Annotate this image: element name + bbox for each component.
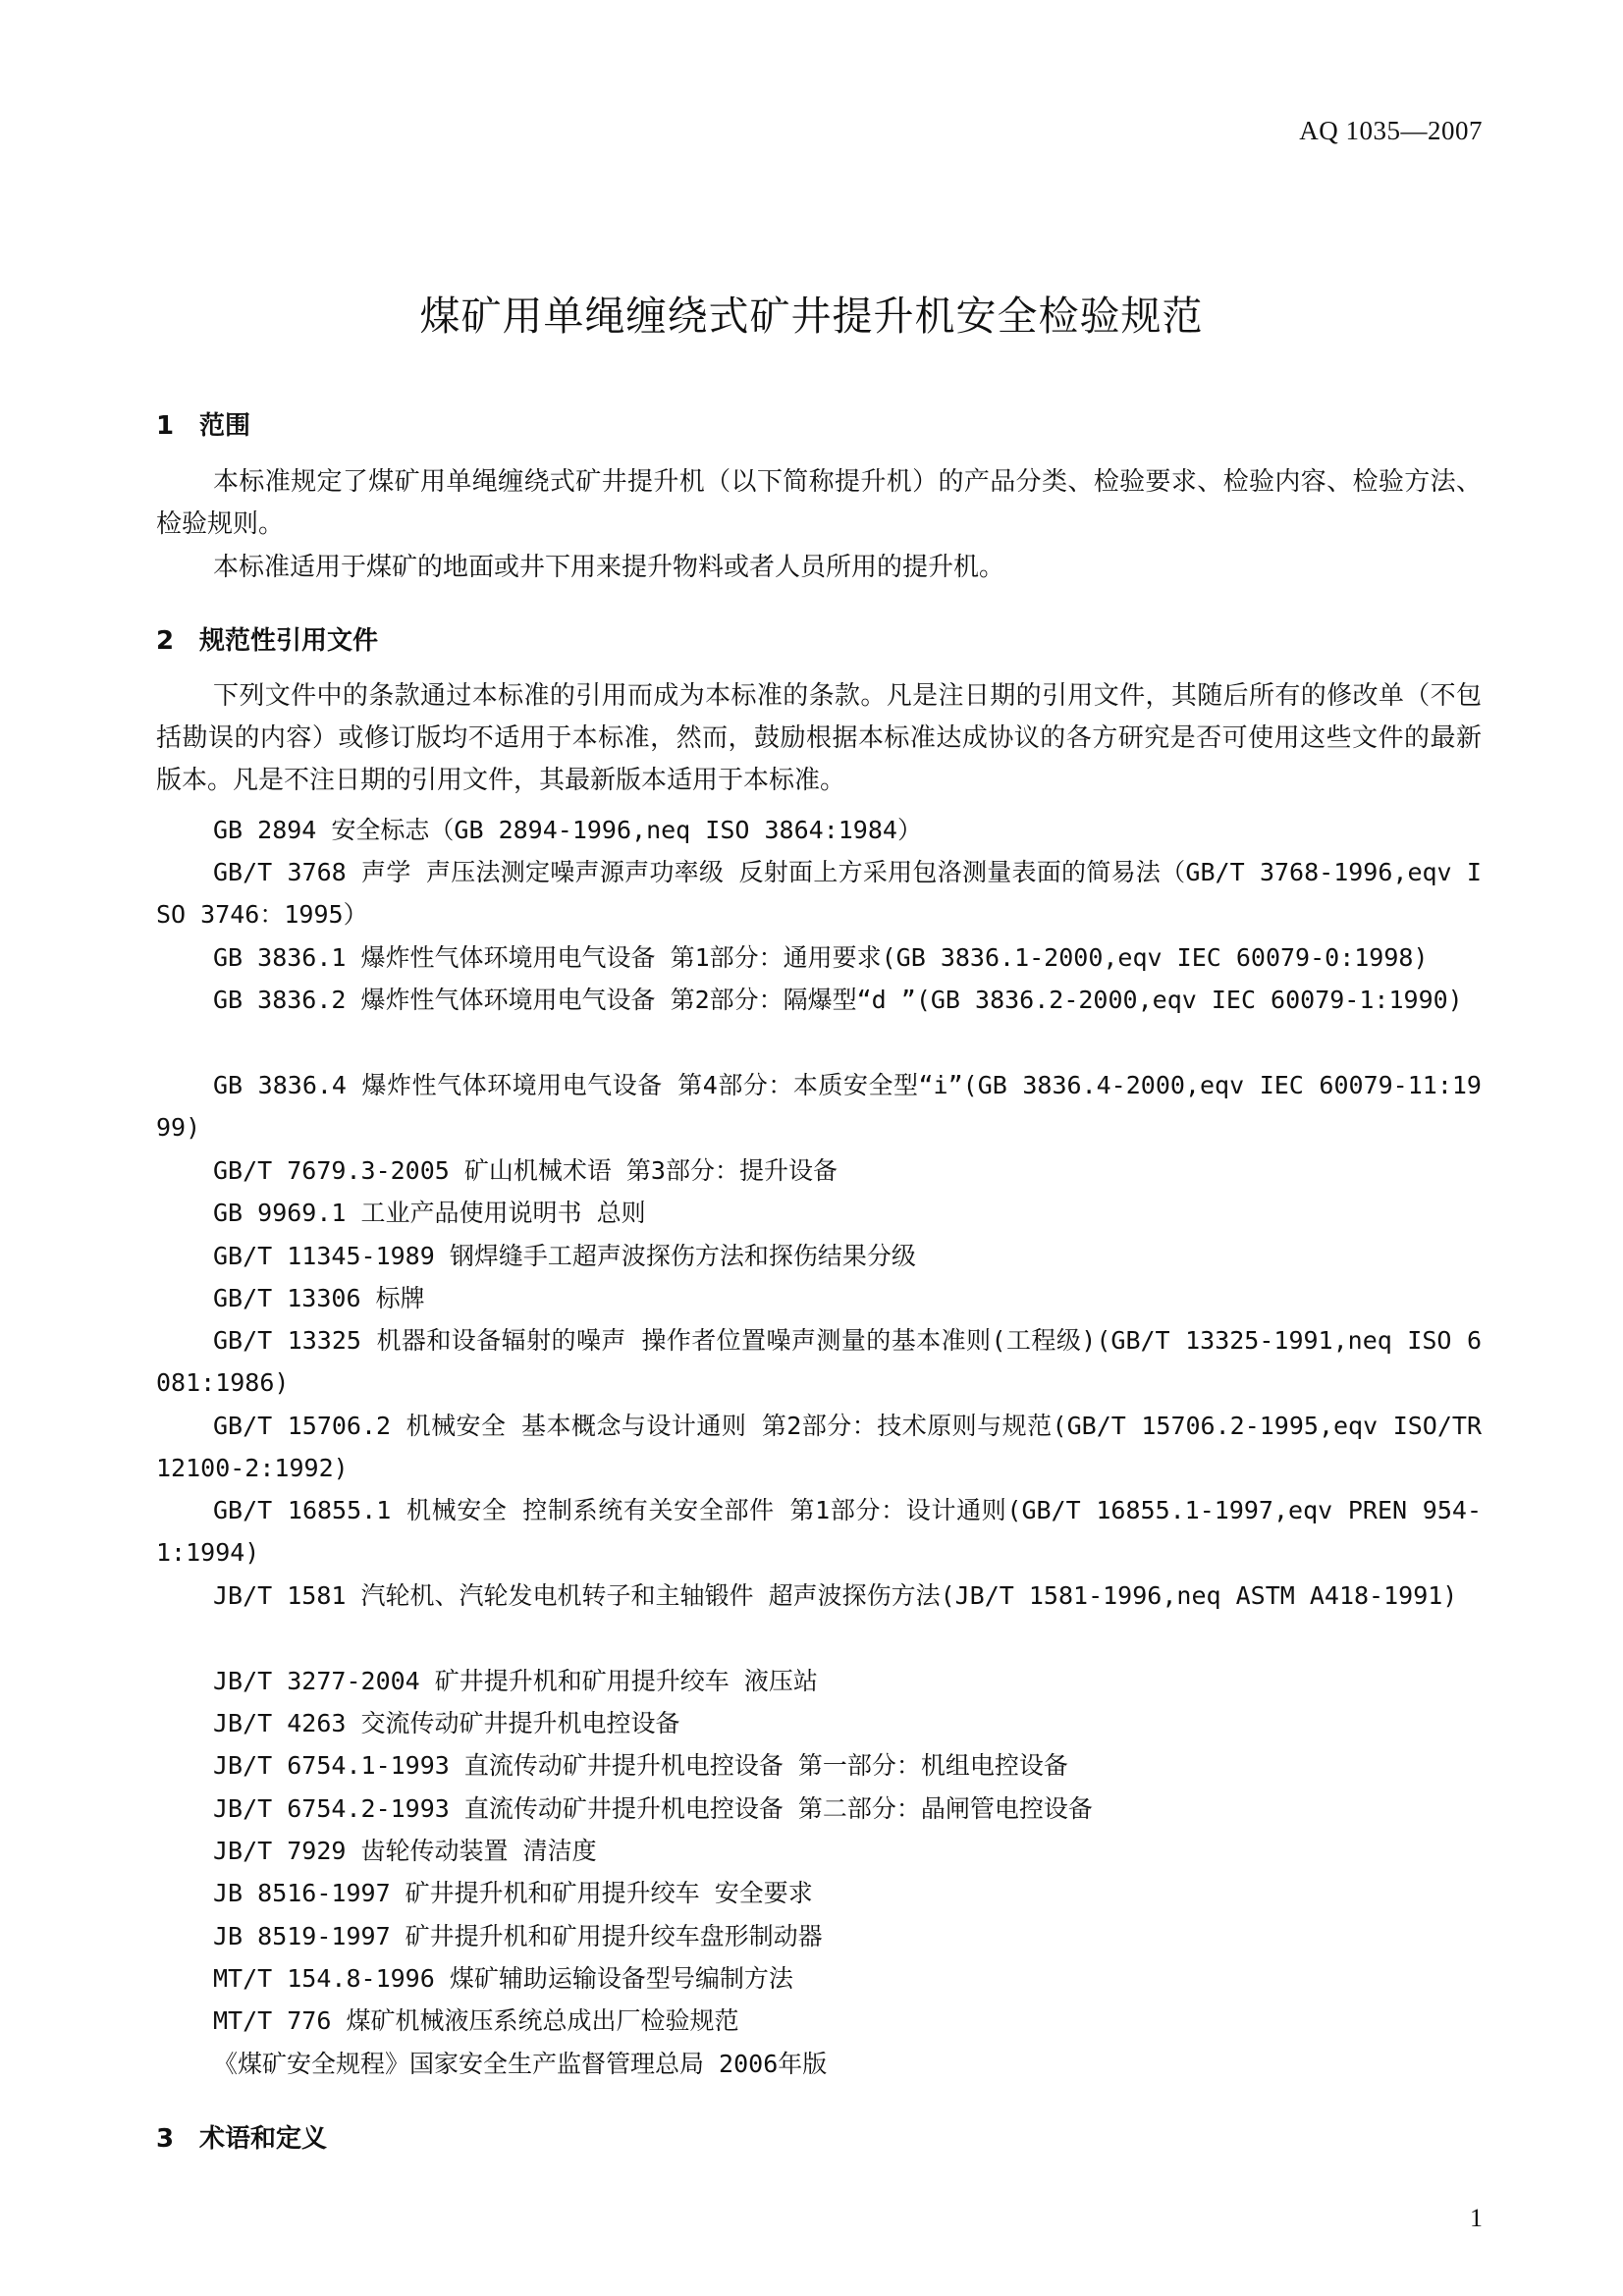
reference-item: JB/T 1581 汽轮机、汽轮发电机转子和主轴锻件 超声波探伤方法(JB/T 1581-1996,neq ASTM A418-1991) xyxy=(213,1581,1458,1610)
section-heading-normative-references xyxy=(156,620,378,657)
reference-item: GB/T 16855.1 机械安全 控制系统有关安全部件 第1部分：设计通则(GB/T 16855.1-1997,eqv PREN 954-1:1994) xyxy=(156,1496,1482,1567)
section-heading-terms-definitions xyxy=(156,2118,327,2155)
section-number: 1 xyxy=(156,411,175,441)
scope-paragraph-2: 本标准适用于煤矿的地面或井下用来提升物料或者人员所用的提升机。 xyxy=(213,553,1005,582)
page-number: 1 xyxy=(1470,2204,1483,2232)
reference-item: JB 8516-1997 矿井提升机和矿用提升绞车 安全要求 xyxy=(213,1879,813,1907)
reference-item: GB 3836.1 爆炸性气体环境用电气设备 第1部分：通用要求(GB 3836.1-2000,eqv IEC 60079-0:1998) xyxy=(213,943,1429,972)
reference-item: MT/T 154.8-1996 煤矿辅助运输设备型号编制方法 xyxy=(213,1964,793,1993)
section-title: 范围 xyxy=(199,411,251,441)
section-title: 规范性引用文件 xyxy=(199,626,379,656)
reference-item: GB/T 7679.3-2005 矿山机械术语 第3部分：提升设备 xyxy=(213,1156,838,1185)
document-title: 煤矿用单绳缠绕式矿井提升机安全检验规范 xyxy=(419,293,1204,341)
reference-item: GB/T 3768 声学 声压法测定噪声源声功率级 反射面上方采用包洛测量表面的简易法（GB/T 3768-1996,eqv ISO 3746：1995） xyxy=(156,858,1482,929)
reference-item: JB/T 4263 交流传动矿井提升机电控设备 xyxy=(213,1709,680,1737)
reference-item: GB 2894 安全标志（GB 2894-1996,neq ISO 3864:1984） xyxy=(213,816,922,844)
reference-item: GB 3836.4 爆炸性气体环境用电气设备 第4部分：本质安全型“i”(GB 3836.4-2000,eqv IEC 60079-11:1999) xyxy=(156,1071,1482,1142)
reference-item: GB/T 11345-1989 钢焊缝手工超声波探伤方法和探伤结果分级 xyxy=(213,1242,916,1270)
reference-item: JB/T 3277-2004 矿井提升机和矿用提升绞车 液压站 xyxy=(213,1667,818,1695)
reference-item: JB/T 6754.2-1993 直流传动矿井提升机电控设备 第二部分：晶闸管电控设备 xyxy=(213,1794,1093,1823)
section-number: 3 xyxy=(156,2124,175,2154)
section-number: 2 xyxy=(156,626,175,656)
references-intro-paragraph: 下列文件中的条款通过本标准的引用而成为本标准的条款。凡是注日期的引用文件，其随后所有的修改单（不包括勘误的内容）或修订版均不适用于本标准，然而，鼓励根据本标准达成协议的各方研究是否可使用这些文件的最新版本。凡是不注日期的引用文件，其最新版本适用于本标准。 xyxy=(156,681,1482,795)
reference-item: GB/T 13306 标牌 xyxy=(213,1284,425,1312)
document-code: AQ 1035—2007 xyxy=(1299,116,1483,145)
reference-item: JB 8519-1997 矿井提升机和矿用提升绞车盘形制动器 xyxy=(213,1922,823,1950)
section-title: 术语和定义 xyxy=(199,2124,328,2154)
reference-item: GB 9969.1 工业产品使用说明书 总则 xyxy=(213,1199,646,1227)
reference-item: GB/T 15706.2 机械安全 基本概念与设计通则 第2部分：技术原则与规范(GB/T 15706.2-1995,eqv ISO/TR 12100-2:1992) xyxy=(156,1412,1482,1482)
reference-item: GB 3836.2 爆炸性气体环境用电气设备 第2部分：隔爆型“d ”(GB 3836.2-2000,eqv IEC 60079-1:1990) xyxy=(213,986,1463,1014)
reference-item: 《煤矿安全规程》国家安全生产监督管理总局 2006年版 xyxy=(213,2050,828,2078)
reference-item: GB/T 13325 机器和设备辐射的噪声 操作者位置噪声测量的基本准则(工程级)(GB/T 13325-1991,neq ISO 6081:1986) xyxy=(156,1326,1482,1397)
section-heading-scope xyxy=(156,405,250,442)
scope-paragraph-1: 本标准规定了煤矿用单绳缠绕式矿井提升机（以下简称提升机）的产品分类、检验要求、检验内容、检验方法、检验规则。 xyxy=(156,467,1482,539)
reference-item: MT/T 776 煤矿机械液压系统总成出厂检验规范 xyxy=(213,2006,739,2035)
reference-item: JB/T 6754.1-1993 直流传动矿井提升机电控设备 第一部分：机组电控设备 xyxy=(213,1751,1068,1780)
reference-item: JB/T 7929 齿轮传动装置 清洁度 xyxy=(213,1837,597,1865)
